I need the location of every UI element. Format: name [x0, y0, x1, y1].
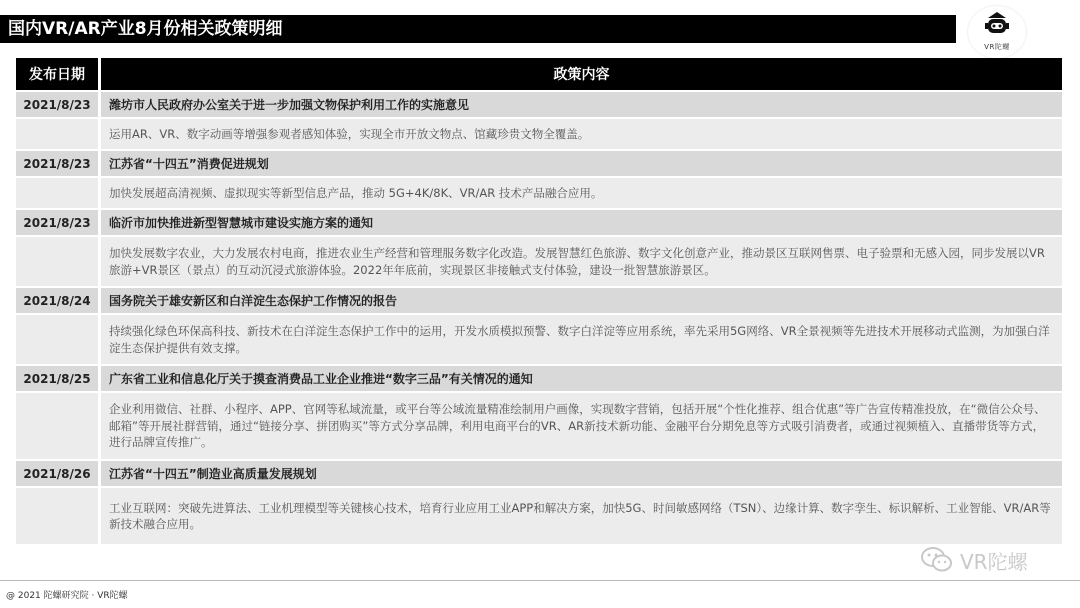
table-header [16, 58, 1062, 90]
policy-description: 持续强化绿色环保高科技、新技术在白洋淀生态保护工作中的运用，开发水质模拟预警、数字白洋淀等应用系统，率先采用5G网络、VR全景视频等先进技术开展移动式监测，为加强白洋淀生态保护提供有效支撑。 [101, 315, 1062, 364]
policy-description: 企业利用微信、社群、小程序、APP、官网等私域流量，或平台等公域流量精准绘制用户画像，实现数字营销，包括开展“个性化推荐、组合优惠”等广告宣传精准投放，在“微信公众号、邮箱”等开展社群营销，通过“链接分享、拼团购买”等方式分享品牌，利用电商平台的VR、AR新技术新功能、金融平台分期免息等方式吸引消费者，或通过视频植入、直播带货等方式，进行品牌宣传推广。 [101, 393, 1062, 459]
column-header-content: 政策内容 [101, 58, 1062, 90]
table-row-detail [16, 488, 1062, 544]
policy-date: 2021/8/23 [16, 92, 98, 117]
policy-table [16, 58, 1062, 544]
table-row [16, 151, 1062, 176]
policy-title: 国务院关于雄安新区和白洋淀生态保护工作情况的报告 [101, 288, 1062, 313]
wechat-icon [920, 546, 954, 574]
title-bar [0, 15, 956, 43]
brand-logo [968, 6, 1026, 58]
footer-copyright: @ 2021 陀螺研究院 · VR陀螺 [6, 591, 128, 601]
policy-description: 加快发展超高清视频、虚拟现实等新型信息产品，推动 5G+4K/8K、VR/AR 技术产品融合应用。 [101, 178, 1062, 208]
column-header-date: 发布日期 [16, 58, 98, 90]
policy-title: 潍坊市人民政府办公室关于进一步加强文物保护利用工作的实施意见 [101, 92, 1062, 117]
watermark [920, 544, 1028, 576]
table-row [16, 366, 1062, 391]
page-title: 国内VR/AR产业8月份相关政策明细 [8, 19, 283, 39]
policy-title: 江苏省“十四五”制造业高质量发展规划 [101, 461, 1062, 486]
policy-title: 临沂市加快推进新型智慧城市建设实施方案的通知 [101, 210, 1062, 235]
policy-date: 2021/8/26 [16, 461, 98, 486]
policy-date: 2021/8/23 [16, 151, 98, 176]
table-row [16, 92, 1062, 117]
table-row-detail [16, 237, 1062, 286]
policy-date: 2021/8/24 [16, 288, 98, 313]
policy-date: 2021/8/23 [16, 210, 98, 235]
policy-date: 2021/8/25 [16, 366, 98, 391]
table-row-detail [16, 393, 1062, 459]
table-row [16, 288, 1062, 313]
table-row-detail [16, 315, 1062, 364]
table-row [16, 210, 1062, 235]
robot-head-icon [968, 6, 1026, 46]
table-row-detail [16, 178, 1062, 208]
footer-divider [0, 580, 1080, 581]
table-row [16, 461, 1062, 486]
table-row-detail [16, 119, 1062, 149]
watermark-text: VR陀螺 [960, 549, 1028, 574]
policy-description: 运用AR、VR、数字动画等增强参观者感知体验，实现全市开放文物点、馆藏珍贵文物全覆盖。 [101, 119, 1062, 149]
policy-description: 工业互联网：突破先进算法、工业机理模型等关键核心技术，培育行业应用工业APP和解决方案，加快5G、时间敏感网络（TSN）、边缘计算、数字孪生、标识解析、工业智能、VR/AR等新技术融合应用。 [101, 488, 1062, 544]
policy-title: 广东省工业和信息化厅关于摸查消费品工业企业推进“数字三品”有关情况的通知 [101, 366, 1062, 391]
policy-description: 加快发展数字农业，大力发展农村电商，推进农业生产经营和管理服务数字化改造。发展智慧红色旅游、数字文化创意产业，推动景区互联网售票、电子验票和无感入园，同步发展以VR旅游+VR景区（景点）的互动沉浸式旅游体验。2022年年底前，实现景区非接触式支付体验，建设一批智慧旅游景区。 [101, 237, 1062, 286]
policy-title: 江苏省“十四五”消费促进规划 [101, 151, 1062, 176]
logo-text: VR陀螺 [984, 43, 1010, 51]
